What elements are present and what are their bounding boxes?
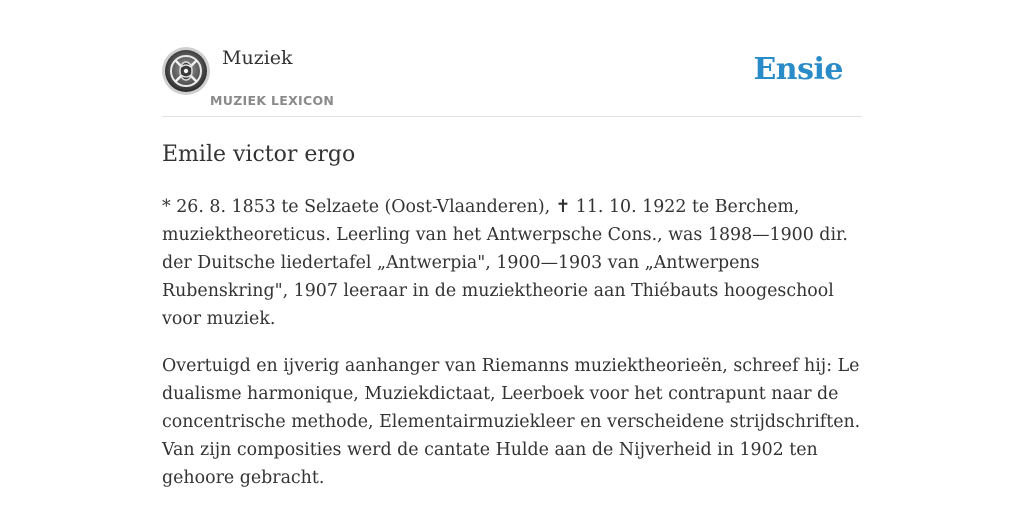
entry-body (162, 193, 862, 511)
site-title-link[interactable]: Muziek (222, 47, 293, 69)
entry-title: Emile victor ergo (162, 142, 356, 167)
avatar[interactable] (162, 47, 210, 95)
entry-paragraph: Overtuigd en ijverig aanhanger van Riemanns muziektheorieën, schreef hij: Le dualisme harmonique, Muziekdictaat, Leerboek voor het contrapunt naar de concentrische methode, Elementairmuziekleer en verscheidene strijdschriften. Van zijn composities werd de cantate Hulde aan de Nijverheid in 1902 ten gehoore gebracht. (162, 356, 861, 488)
music-emblem-icon (162, 47, 210, 95)
site-header (162, 0, 862, 117)
page (162, 0, 862, 488)
site-subtitle: MUZIEK LEXICON (210, 93, 335, 108)
brand-logo-link[interactable]: Ensie (753, 52, 843, 87)
entry-paragraph: * 26. 8. 1853 te Selzaete (Oost-Vlaanderen), ✝ 11. 10. 1922 te Berchem, muziektheoreticus. Leerling van het Antwerpsche Cons., was 1898—1900 dir. der Duitsche liedertafel „Antwerpia", 1900—1903 van „Antwerpens Rubenskring", 1907 leeraar in de muziektheorie aan Thiébauts hoogeschool voor muziek. (162, 197, 848, 329)
